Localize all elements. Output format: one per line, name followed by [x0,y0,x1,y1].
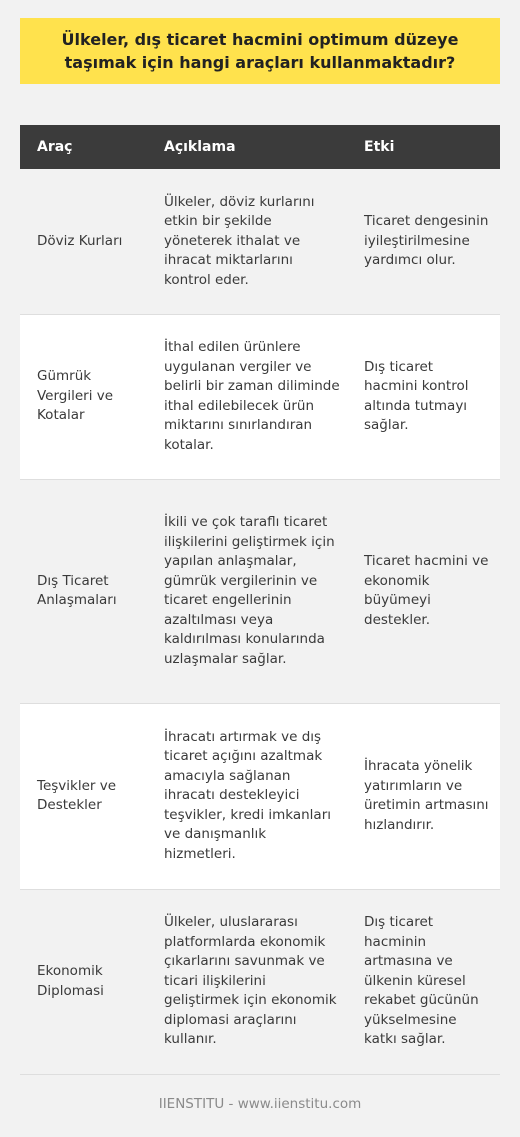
footer-credit: IIENSTITU - www.iienstitu.com [158,1096,362,1112]
cell-tool: Döviz Kurları [20,169,138,314]
cell-effect: Dış ticaret hacminin artmasına ve ülkenin küresel rekabet gücünün yükselmesine katkı sağlar. [350,889,500,1074]
table-row [20,703,500,889]
title-banner [20,18,500,84]
table-row [20,479,500,703]
cell-effect: Ticaret hacmini ve ekonomik büyümeyi destekler. [350,479,500,703]
table-row [20,889,500,1074]
tools-table [20,125,500,1075]
cell-effect: Dış ticaret hacmini kontrol altında tutmayı sağlar. [350,314,500,479]
cell-tool: Ekonomik Diplomasi [20,889,138,1074]
cell-tool: Dış Ticaret Anlaşmaları [20,479,138,703]
cell-tool: Gümrük Vergileri ve Kotalar [20,314,138,479]
cell-description: İhracatı artırmak ve dış ticaret açığını azaltmak amacıyla sağlanan ihracatı destekleyici teşvikler, kredi imkanları ve danışmanlık hizmetleri. [138,703,350,889]
cell-effect: Ticaret dengesinin iyileştirilmesine yardımcı olur. [350,169,500,314]
table-row [20,169,500,314]
table-row [20,314,500,479]
header-description: Açıklama [138,125,350,169]
header-effect: Etki [350,125,500,169]
header-tool: Araç [20,125,138,169]
cell-tool: Teşvikler ve Destekler [20,703,138,889]
cell-description: Ülkeler, döviz kurlarını etkin bir şekilde yöneterek ithalat ve ihracat miktarlarını kontrol eder. [138,169,350,314]
cell-description: İthal edilen ürünlere uygulanan vergiler ve belirli bir zaman diliminde ithal edilebilecek ürün miktarını sınırlandıran kotalar. [138,314,350,479]
table-header-row [20,125,500,169]
cell-effect: İhracata yönelik yatırımların ve üretimin artmasını hızlandırır. [350,703,500,889]
page-title: Ülkeler, dış ticaret hacmini optimum düzeye taşımak için hangi araçları kullanmaktadır? [61,30,459,72]
cell-description: İkili ve çok taraflı ticaret ilişkilerini geliştirmek için yapılan anlaşmalar, gümrük vergilerinin ve ticaret engellerinin azaltılması veya kaldırılması konularında uzlaşmalar sağlar. [138,479,350,703]
cell-description: Ülkeler, uluslararası platformlarda ekonomik çıkarlarını savunmak ve ticari ilişkilerini geliştirmek için ekonomik diplomasi araçlarını kullanır. [138,889,350,1074]
